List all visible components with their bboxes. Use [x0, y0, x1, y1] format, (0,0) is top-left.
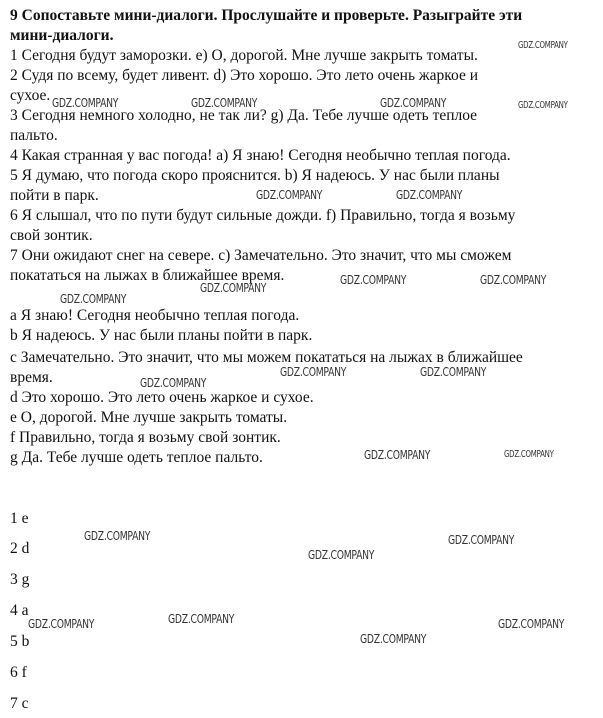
watermark: GDZ.COMPANY	[60, 291, 127, 306]
option-line: g Да. Тебе лучше одеть теплое пальто.	[10, 449, 263, 466]
option-line: b Я надеюсь. У нас были планы пойти в парк.	[10, 327, 313, 344]
dialogue-line: 4 Какая странная у вас погода! a) Я знаю! Сегодня необычно теплая погода.	[10, 147, 511, 164]
exercise-title-line-2: мини-диалоги.	[10, 27, 114, 44]
dialogue-line: 5 Я думаю, что погода скоро прояснится. b) Я надеюсь. У нас были планы	[10, 167, 500, 184]
watermark: GDZ.COMPANY	[200, 280, 267, 295]
watermark: GDZ.COMPANY	[308, 547, 375, 562]
watermark: GDZ.COMPANY	[52, 95, 119, 110]
watermark: GDZ.COMPANY	[518, 40, 568, 51]
watermark: GDZ.COMPANY	[191, 95, 258, 110]
dialogue-line: свой зонтик.	[10, 227, 93, 244]
watermark: GDZ.COMPANY	[518, 100, 568, 111]
watermark: GDZ.COMPANY	[504, 449, 554, 460]
dialogue-line: покататься на лыжах в ближайшее время.	[10, 267, 285, 284]
watermark: GDZ.COMPANY	[448, 532, 515, 547]
option-line: e О, дорогой. Мне лучше закрыть томаты.	[10, 409, 288, 426]
dialogue-line: 3 Сегодня немного холодно, не так ли? g) Да. Тебе лучше одеть теплое	[10, 107, 478, 124]
dialogue-line: 2 Судя по всему, будет ливент. d) Это хорошо. Это лето очень жаркое и	[10, 67, 478, 84]
option-line: время.	[10, 369, 53, 386]
answer-item: 1 e	[10, 510, 29, 527]
watermark: GDZ.COMPANY	[140, 375, 207, 390]
watermark: GDZ.COMPANY	[364, 447, 431, 462]
watermark: GDZ.COMPANY	[340, 272, 407, 287]
dialogue-line: сухое.	[10, 87, 51, 104]
dialogue-line: пальто.	[10, 127, 58, 144]
watermark: GDZ.COMPANY	[420, 364, 487, 379]
watermark: GDZ.COMPANY	[256, 187, 323, 202]
watermark: GDZ.COMPANY	[280, 364, 347, 379]
watermark: GDZ.COMPANY	[380, 95, 447, 110]
dialogue-line: 6 Я слышал, что по пути будут сильные дожди. f) Правильно, тогда я возьму	[10, 207, 516, 224]
answer-item: 3 g	[10, 571, 30, 588]
answer-item: 2 d	[10, 540, 30, 557]
option-line: f Правильно, тогда я возьму свой зонтик.	[10, 429, 281, 446]
watermark: GDZ.COMPANY	[28, 616, 95, 631]
dialogue-line: 7 Они ожидают снег на севере. c) Замечательно. Это значит, что мы сможем	[10, 247, 512, 264]
watermark: GDZ.COMPANY	[360, 631, 427, 646]
watermark: GDZ.COMPANY	[480, 272, 547, 287]
exercise-heading	[10, 6, 595, 46]
dialogue-line: пойти в парк.	[10, 187, 99, 204]
answer-item: 7 c	[10, 695, 29, 712]
watermark: GDZ.COMPANY	[396, 187, 463, 202]
option-line: c Замечательно. Это значит, что мы можем покататься на лыжах в ближайшее	[10, 349, 523, 366]
option-line: d Это хорошо. Это лето очень жаркое и сухое.	[10, 389, 314, 406]
answer-item: 6 f	[10, 664, 27, 681]
answer-item: 5 b	[10, 633, 30, 650]
watermark: GDZ.COMPANY	[84, 528, 151, 543]
exercise-title-line-1: 9 Сопоставьте мини-диалоги. Прослушайте и проверьте. Разыграйте эти	[10, 7, 523, 24]
dialogue-line: 1 Сегодня будут заморозки. e) О, дорогой. Мне лучше закрыть томаты.	[10, 47, 478, 64]
answer-item: 4 a	[10, 602, 29, 619]
option-line: a Я знаю! Сегодня необычно теплая погода.	[10, 307, 300, 324]
watermark: GDZ.COMPANY	[168, 611, 235, 626]
watermark: GDZ.COMPANY	[498, 616, 565, 631]
